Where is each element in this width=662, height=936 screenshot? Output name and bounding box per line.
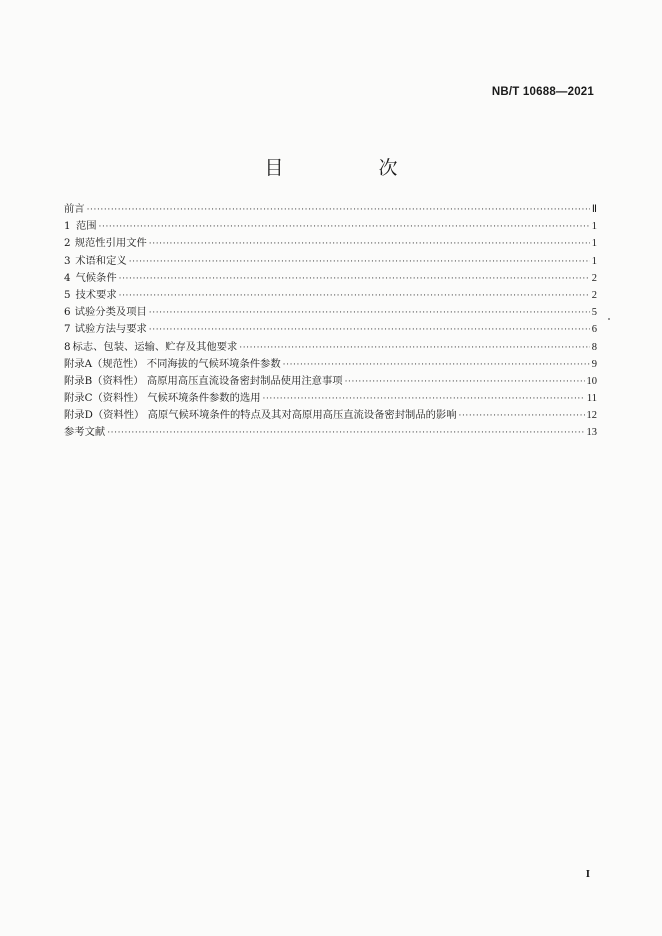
- toc-dot-leader: [263, 394, 585, 404]
- toc-entry-label: 附录B（资料性） 高原用高压直流设备密封制品使用注意事项: [64, 374, 343, 387]
- toc-entry-normative-references[interactable]: [64, 234, 597, 251]
- toc-dot-leader: [149, 325, 590, 335]
- toc-dot-leader: [283, 360, 590, 370]
- toc-entry-number: 2: [64, 237, 71, 250]
- toc-entry-test-classification[interactable]: [64, 303, 597, 320]
- toc-entry-page: 9: [591, 358, 597, 370]
- toc-dot-leader: [119, 291, 590, 301]
- toc-entry-number: 4: [64, 271, 71, 284]
- toc-entry-annex-d[interactable]: [64, 406, 597, 423]
- toc-entry-label: 规范性引用文件: [74, 237, 147, 250]
- toc-entry-number: 7: [64, 323, 71, 336]
- toc-entry-annex-b[interactable]: [64, 372, 597, 389]
- toc-entry-climatic-conditions[interactable]: [64, 269, 597, 286]
- toc-entry-technical-requirements[interactable]: [64, 286, 597, 303]
- toc-entry-page: 11: [586, 393, 597, 405]
- toc-entry-label: 试验分类及项目: [74, 306, 147, 319]
- page-number: I: [585, 868, 590, 880]
- toc-dot-leader: [459, 411, 585, 421]
- toc-entry-page: 2: [591, 289, 597, 301]
- toc-entry-label: 参考文献: [64, 426, 106, 439]
- toc-dot-leader: [149, 308, 590, 318]
- toc-entry-number: 3: [64, 254, 71, 267]
- toc-dot-leader: [345, 377, 585, 387]
- toc-entry-page: 2: [591, 272, 597, 284]
- toc-entry-bibliography[interactable]: [64, 423, 597, 440]
- toc-title: 目 次: [264, 156, 436, 179]
- toc-dot-leader: [99, 222, 590, 232]
- toc-entry-terms-definitions[interactable]: [64, 252, 597, 269]
- toc-entry-annex-a[interactable]: [64, 355, 597, 372]
- toc-entry-page: 10: [586, 375, 597, 387]
- toc-entry-label: 术语和定义: [75, 254, 127, 267]
- toc-entry-page: 1: [591, 221, 597, 233]
- toc-dot-leader: [239, 343, 589, 353]
- toc-entry-page: 12: [586, 410, 597, 422]
- toc-entry-page: 1: [591, 255, 597, 267]
- toc-dot-leader: [129, 257, 590, 267]
- scan-speck: [608, 318, 610, 320]
- toc-entry-page: 8: [591, 341, 597, 353]
- standard-number: NB/T 10688—2021: [491, 86, 594, 98]
- toc-dot-leader: [107, 428, 584, 438]
- toc-entry-label: 范围: [75, 220, 97, 233]
- toc-entry-number: 1: [64, 220, 71, 233]
- toc-entry-label: 标志、包装、运输、贮存及其他要求: [72, 340, 238, 353]
- toc-entry-marking-packaging[interactable]: [64, 338, 597, 355]
- toc-entry-number: 6: [64, 306, 71, 319]
- toc-entry-page: 5: [591, 307, 597, 319]
- toc-entry-label: 附录D（资料性） 高原气候环境条件的特点及其对高原用高压直流设备密封制品的影响: [64, 409, 457, 422]
- toc-entry-label: 试验方法与要求: [74, 323, 147, 336]
- toc-dot-leader: [87, 205, 590, 215]
- toc-entry-number: 5: [64, 288, 71, 301]
- toc-entry-preface[interactable]: [64, 200, 597, 217]
- toc-entry-label: 技术要求: [75, 288, 117, 301]
- toc-dot-leader: [149, 239, 590, 249]
- toc-entry-annex-c[interactable]: [64, 389, 597, 406]
- toc-entry-label: 气候条件: [75, 271, 117, 284]
- toc-entry-test-methods[interactable]: [64, 320, 597, 337]
- toc-entry-page: Ⅱ: [591, 204, 597, 215]
- toc-entry-label: 附录C（资料性） 气候环境条件参数的选用: [64, 392, 261, 405]
- toc-entry-page: 1: [591, 238, 597, 250]
- toc-entry-label: 前言: [64, 203, 85, 215]
- table-of-contents: [64, 200, 597, 441]
- toc-entry-page: 13: [586, 427, 597, 439]
- toc-entry-scope[interactable]: [64, 217, 597, 234]
- toc-entry-label: 附录A（规范性） 不同海拔的气候环境条件参数: [64, 357, 281, 370]
- toc-entry-number: 8: [64, 340, 71, 353]
- toc-entry-page: 6: [591, 324, 597, 336]
- toc-dot-leader: [119, 274, 590, 284]
